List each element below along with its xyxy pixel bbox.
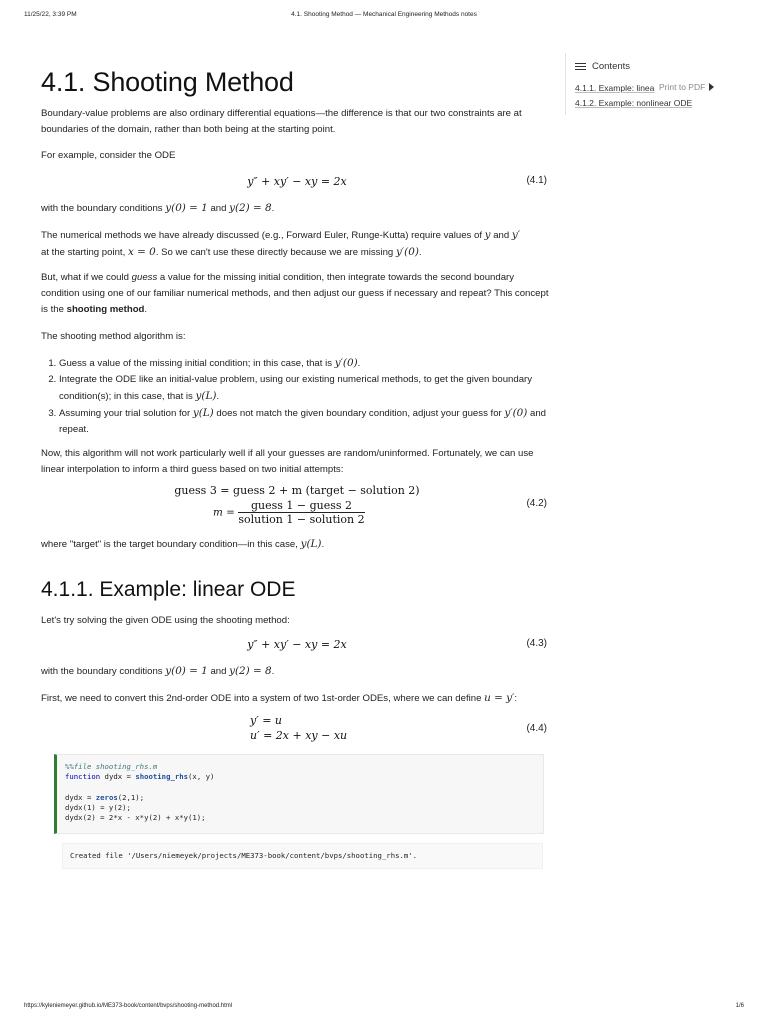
text-run: and <box>207 203 230 214</box>
code-text: (2,1); <box>117 792 145 802</box>
equation-4-1-number: (4.1) <box>526 175 547 186</box>
math-inline: y′(0) <box>334 357 358 369</box>
print-to-pdf-button[interactable] <box>657 82 714 92</box>
code-output <box>62 843 543 869</box>
code-text: dydx(1) = y(2); <box>65 802 131 812</box>
text-run: . <box>271 666 275 677</box>
for-example-paragraph: For example, consider the ODE <box>41 150 176 161</box>
caret-right-icon <box>709 83 714 91</box>
text-run: . <box>357 358 361 369</box>
intro-paragraph: Boundary-value problems are also ordinary differential equations—the difference is that our two constraints are at boundaries of the domain, rather than both being at the starting point. <box>41 108 522 135</box>
equation-4-1 <box>41 173 553 193</box>
equation-4-4-line2: u′ = 2x + xy − xu <box>250 729 348 742</box>
math-inline: u = y′ <box>484 692 515 704</box>
list-item <box>59 355 571 372</box>
text-run: . <box>418 247 422 258</box>
interpolation-paragraph: Now, this algorithm will not work particularly well if all your guesses are random/uninformed. Fortunately, we can use linear interpolation to inform a third guess based on two initial attempts: <box>41 448 534 475</box>
text-run: . <box>216 391 220 402</box>
code-text: dydx(2) = 2*x - x*y(2) + x*y(1); <box>65 813 206 823</box>
equation-4-2 <box>41 484 553 530</box>
fraction <box>238 499 364 526</box>
code-keyword: function <box>65 772 101 782</box>
math-y: y <box>484 229 491 241</box>
math-inline: y′(0) <box>504 407 528 419</box>
text-run: does not match the given boundary condition, adjust your guess for <box>213 408 505 419</box>
code-cell[interactable] <box>54 754 544 834</box>
text-run: . So we can't use these directly because we are missing <box>155 247 396 258</box>
math-yprime0: y′(0) <box>395 246 419 258</box>
print-url: https://kyleniemeyer.github.io/ME373-book/content/bvps/shooting-method.html <box>24 1003 233 1009</box>
equation-4-4-number: (4.4) <box>526 723 547 734</box>
shooting-intro-paragraph <box>41 270 553 318</box>
toc-heading <box>575 61 630 72</box>
text-run: But, what if we could <box>41 272 132 283</box>
output-text: Created file '/Users/niemeyek/projects/ME373-book/content/bvps/shooting_rhs.m'. <box>70 851 418 860</box>
print-to-pdf-label: Print to PDF <box>659 82 706 92</box>
text-run: and repeat. <box>59 408 547 435</box>
math-inline: y(L) <box>192 407 214 419</box>
code-function-name: shooting_rhs <box>135 772 189 782</box>
text-run: . <box>144 304 148 315</box>
text-run: First, we need to convert this 2nd-order ODE into a system of two 1st-order ODEs, where we can define <box>41 693 485 704</box>
math-yprime: y′ <box>511 229 521 241</box>
equation-4-4 <box>41 714 553 746</box>
where-target-paragraph <box>41 536 553 553</box>
text-run: Integrate the ODE like an initial-value problem, using our existing numerical methods, to get the given boundary condition(s); in this case, that is <box>59 374 533 402</box>
math-inline: y(L) <box>195 390 217 402</box>
text-run: at the starting point, <box>41 247 128 258</box>
algorithm-intro: The shooting method algorithm is: <box>41 331 186 342</box>
list-item <box>59 405 571 438</box>
math-x0: x = 0 <box>127 246 156 258</box>
math-bc-b: y(2) = 8 <box>229 202 272 214</box>
text-run: and <box>490 230 512 241</box>
emphasis-guess: guess <box>131 272 158 283</box>
math-m-equals: m = <box>213 506 235 519</box>
toc-heading-label: Contents <box>592 61 631 72</box>
algorithm-steps <box>41 355 571 438</box>
code-source <box>57 755 543 823</box>
toc-link-nonlinear-ode[interactable]: 4.1.2. Example: nonlinear ODE <box>575 98 693 108</box>
code-builtin: zeros <box>95 792 118 802</box>
equation-4-3-number: (4.3) <box>526 638 547 649</box>
math-bc-b: y(2) = 8 <box>229 665 272 677</box>
print-page-number: 1/6 <box>735 1003 744 1009</box>
code-text: dydx = <box>65 792 96 802</box>
text-run: : <box>514 693 518 704</box>
text-run: a value for the missing initial condition, then integrate towards the second boundary condition using one of our familiar numerical methods, and then adjust our guess if necessary and repeat? This concept is the <box>41 272 549 315</box>
bold-shooting-method: shooting method <box>66 304 145 315</box>
text-run: Guess a value of the missing initial condition; in this case, that is <box>59 358 335 369</box>
equation-4-3 <box>41 638 553 658</box>
equation-4-3-expr: y″ + xy′ − xy = 2x <box>247 638 347 651</box>
first-order-paragraph <box>41 690 553 707</box>
text-run: . <box>321 539 325 550</box>
print-datetime: 11/25/22, 3:39 PM <box>24 11 77 18</box>
print-page-title: 4.1. Shooting Method — Mechanical Engineering Methods notes <box>291 11 477 18</box>
code-text: dydx = <box>100 772 136 782</box>
list-item <box>59 372 571 405</box>
math-bc-a: y(0) = 1 <box>165 665 208 677</box>
equation-4-4-line1: y′ = u <box>250 714 283 727</box>
text-run: with the boundary conditions <box>41 666 166 677</box>
fraction-denominator: solution 1 − solution 2 <box>238 513 365 526</box>
toc-divider <box>565 53 566 115</box>
math-inline: y(L) <box>300 538 322 550</box>
text-run: and <box>207 666 230 677</box>
numerical-methods-paragraph <box>41 227 553 261</box>
text-run: where "target" is the target boundary condition—in this case, <box>41 539 301 550</box>
code-comment: %%file shooting_rhs.m <box>65 762 158 771</box>
code-text: (x, y) <box>188 772 215 782</box>
section-heading: 4.1.1. Example: linear ODE <box>41 578 296 601</box>
equation-4-1-expr: y″ + xy′ − xy = 2x <box>247 175 347 188</box>
page-title: 4.1. Shooting Method <box>41 67 294 97</box>
boundary-conditions-paragraph-2 <box>41 663 553 680</box>
lets-try-paragraph: Let's try solving the given ODE using the shooting method: <box>41 615 290 626</box>
math-bc-a: y(0) = 1 <box>165 202 208 214</box>
equation-4-2-line1: guess 3 = guess 2 + m (target − solution 2) <box>174 484 420 497</box>
text-run: . <box>271 203 275 214</box>
text-run: with the boundary conditions <box>41 203 166 214</box>
equation-4-2-number: (4.2) <box>526 498 547 509</box>
fraction-numerator: guess 1 − guess 2 <box>238 499 364 513</box>
text-run: The numerical methods we have already discussed (e.g., Forward Euler, Runge-Kutta) require values of <box>41 230 485 241</box>
boundary-conditions-paragraph <box>41 200 553 217</box>
toc-link-linear-ode[interactable]: 4.1.1. Example: linea <box>575 83 655 93</box>
list-icon <box>575 62 586 71</box>
text-run: Assuming your trial solution for <box>59 408 193 419</box>
equation-4-2-line2 <box>213 499 365 526</box>
